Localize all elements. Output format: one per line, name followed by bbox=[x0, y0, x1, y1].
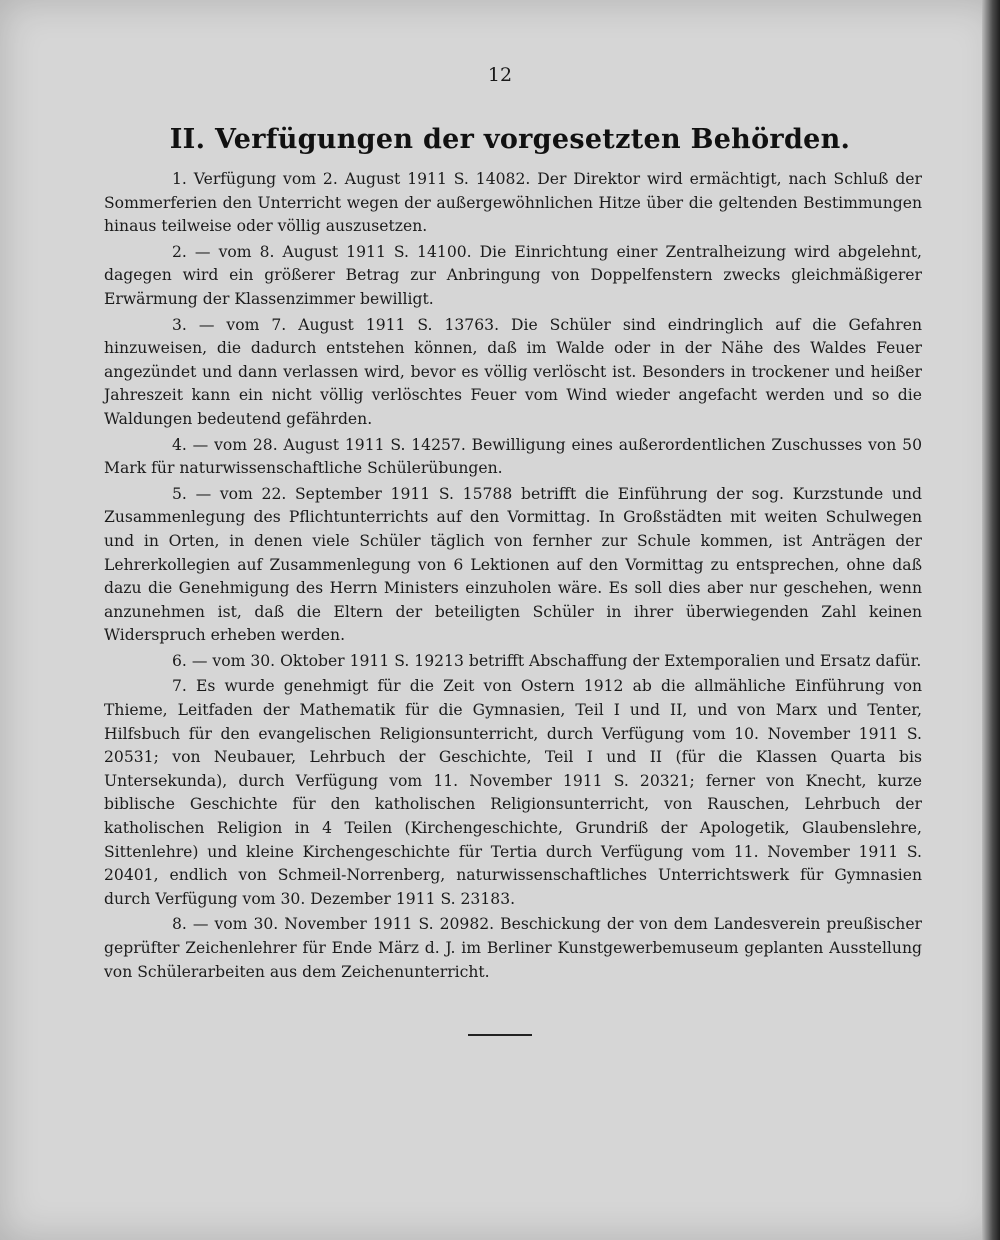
section-title: II. Verfügungen der vorgesetzten Behörden. bbox=[169, 124, 851, 155]
paragraph-5: 5. — vom 22. September 1911 S. 15788 betrifft die Einführung der sog. Kurzstunde und Zusammenlegung des Pflichtunterrichts auf den Vormittag. In Großstädten mit weiten Schulwegen und in Orten, in denen viele Schüler täglich von fernher zur Schule kommen, ist Anträgen der Lehrerkollegien auf Zusammenlegung von 6 Lektionen auf den Vormittag zu entsprechen, ohne daß dazu die Genehmigung des Herrn Ministers einzuholen wäre. Es soll dies aber nur geschehen, wenn anzunehmen ist, daß die Eltern der beteiligten Schüler in ihrer überwiegenden Zahl keinen Widerspruch erheben werden. bbox=[104, 484, 922, 645]
page-edge-shadow bbox=[982, 0, 1000, 1240]
paragraph-4: 4. — vom 28. August 1911 S. 14257. Bewilligung eines außerordentlichen Zuschusses von 50 Mark für naturwissenschaftliche Schülerübungen. bbox=[104, 435, 922, 478]
body-text bbox=[104, 168, 922, 986]
page-number: 12 bbox=[487, 64, 513, 86]
paragraph-8: 8. — vom 30. November 1911 S. 20982. Beschickung der von dem Landesverein preußischer geprüfter Zeichenlehrer für Ende März d. J. im Berliner Kunstgewerbemuseum geplanten Ausstellung von Schülerarbeiten aus dem Zeichenunterricht. bbox=[104, 915, 922, 981]
paragraph-2: 2. — vom 8. August 1911 S. 14100. Die Einrichtung einer Zentralheizung wird abgelehnt, dagegen wird ein größerer Betrag zur Anbringung von Doppelfenstern zwecks gleichmäßigerer Erwärmung der Klassenzimmer bewilligt. bbox=[104, 242, 922, 308]
paragraph-6: 6. — vom 30. Oktober 1911 S. 19213 betrifft Abschaffung der Extemporalien und Ersatz dafür. bbox=[172, 651, 922, 670]
paragraph-7: 7. Es wurde genehmigt für die Zeit von Ostern 1912 ab die allmähliche Einführung von Thieme, Leitfaden der Mathematik für die Gymnasien, Teil I und II, und von Marx und Tenter, Hilfsbuch für den evangelischen Religionsunterricht, durch Verfügung vom 10. November 1911 S. 20531; von Neubauer, Lehrbuch der Geschichte, Teil I und II (für die Klassen Quarta bis Untersekunda), durch Verfügung vom 11. November 1911 S. 20321; ferner von Knecht, kurze biblische Geschichte für den katholischen Religionsunterricht, von Rauschen, Lehrbuch der katholischen Religion in 4 Teilen (Kirchengeschichte, Grundriß der Apologetik, Glaubenslehre, Sittenlehre) und kleine Kirchengeschichte für Tertia durch Verfügung vom 11. November 1911 S. 20401, endlich von Schmeil-Norrenberg, naturwissenschaftliches Unterrichtswerk für Gymnasien durch Verfügung vom 30. Dezember 1911 S. 23183. bbox=[104, 677, 922, 908]
closing-rule bbox=[468, 1034, 532, 1036]
paragraph-3: 3. — vom 7. August 1911 S. 13763. Die Schüler sind eindringlich auf die Gefahren hinzuweisen, die dadurch entstehen können, daß im Walde oder in der Nähe des Waldes Feuer angezündet und dann verlassen wird, bevor es völlig verlöscht ist. Besonders in trockener und heißer Jahreszeit kann ein nicht völlig verlöschtes Feuer vom Wind wieder angefacht werden und so die Waldungen bedeutend gefährden. bbox=[104, 315, 922, 428]
paragraph-1: 1. Verfügung vom 2. August 1911 S. 14082. Der Direktor wird ermächtigt, nach Schluß der Sommerferien den Unterricht wegen der außergewöhnlichen Hitze über die geltenden Bestimmungen hinaus teilweise oder völlig auszusetzen. bbox=[104, 170, 922, 236]
